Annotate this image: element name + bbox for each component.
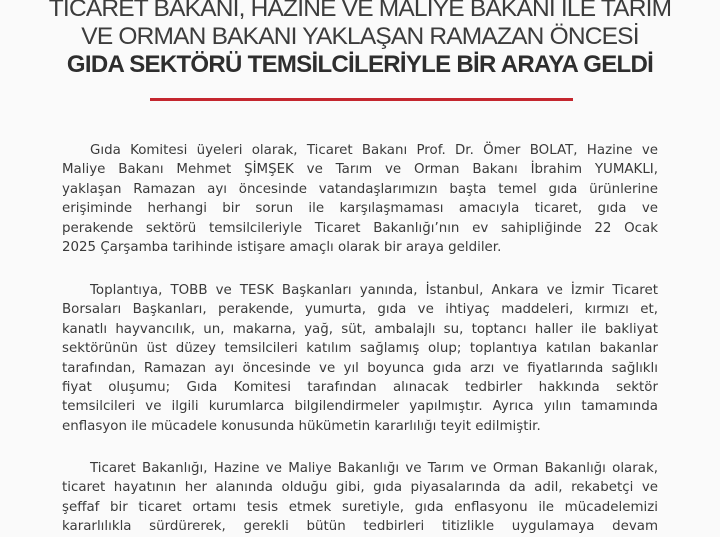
paragraph-line: enflasyon ile mücadele konusunda hükümetin kararlılığı teyit edilmiştir.: [62, 418, 541, 434]
paragraph-3: [62, 459, 658, 537]
paragraph-line: kanatlı hayvancılık, un, makarna, yağ, süt, ambalajlı su, toptancı haller ile bakliyat: [62, 321, 658, 337]
paragraph-line: Borsaları Başkanları, perakende, yumurta, gıda ve ihtiyaç maddeleri, kırmızı et,: [62, 302, 658, 318]
paragraph-line: perakende sektörü temsilcileriyle Ticaret Bakanlığı’nın ev sahipliğinde 22 Ocak: [62, 220, 658, 236]
paragraph-line: yaklaşan Ramazan ayı öncesinde vatandaşlarımızın başta temel gıda ürünlerine: [62, 181, 658, 197]
paragraph-line: ticaret hayatının her alanında olduğu gibi, gıda piyasalarında da adil, rekabetçi ve: [62, 480, 658, 496]
paragraph-2: [62, 281, 658, 436]
red-divider: [150, 98, 573, 101]
paragraph-line: sektörünün üst düzey temsilcileri katılım sağlamış olup; toplantıya katılan bakanlar: [62, 341, 658, 357]
paragraph-line: Maliye Bakanı Mehmet ŞİMŞEK ve Tarım ve Orman Bakanı İbrahim YUMAKLI,: [62, 162, 658, 178]
title-line-1: TICARET BAKANI, HAZINE VE MALIYE BAKANI ILE TARIM: [48, 0, 672, 22]
paragraph-line: 2025 Çarşamba tarihinde istişare amaçlı olarak bir araya geldiler.: [62, 240, 502, 256]
title-line-2: VE ORMAN BAKANI YAKLAŞAN RAMAZAN ÖNCESİ: [81, 23, 639, 50]
paragraph-line: Gıda Komitesi üyeleri olarak, Ticaret Bakanı Prof. Dr. Ömer BOLAT, Hazine ve: [90, 143, 658, 158]
paragraph-line: fiyat oluşumu; Gıda Komitesi tarafından alınacak tedbirler hakkında sektör: [62, 380, 658, 396]
paragraph-line: Toplantıya, TOBB ve TESK Başkanları yanında, İstanbul, Ankara ve İzmir Ticaret: [90, 283, 658, 298]
paragraph-line: kararlılıkla sürdürerek, gerekli bütün tedbirleri titizlikle uygulamaya devam: [62, 519, 658, 535]
paragraph-line: tarafından, Ramazan ayı öncesinde ve yıl boyunca gıda arzı ve fiyatlarında sağlıklı: [62, 360, 658, 376]
paragraph-line: şeffaf bir ticaret ortamı tesis etmek suretiyle, gıda enflasyonu ile mücadelemizi: [62, 499, 658, 515]
title-line-3-bold: GIDA SEKTÖRÜ TEMSİLCİLERİYLE BİR ARAYA GELDİ: [66, 51, 654, 78]
paragraph-line: Ticaret Bakanlığı, Hazine ve Maliye Bakanlığı ve Tarım ve Orman Bakanlığı olarak,: [90, 461, 658, 476]
paragraph-1: [62, 141, 658, 257]
paragraph-line: temsilcileri ve ilgili kurumlarca bilgilendirmeler yapılmıştır. Ayrıca yılın tamamında: [62, 399, 658, 415]
paragraph-line: erişiminde herhangi bir sorun ile karşılaşmaması amacıyla ticaret, gıda ve: [62, 201, 658, 217]
